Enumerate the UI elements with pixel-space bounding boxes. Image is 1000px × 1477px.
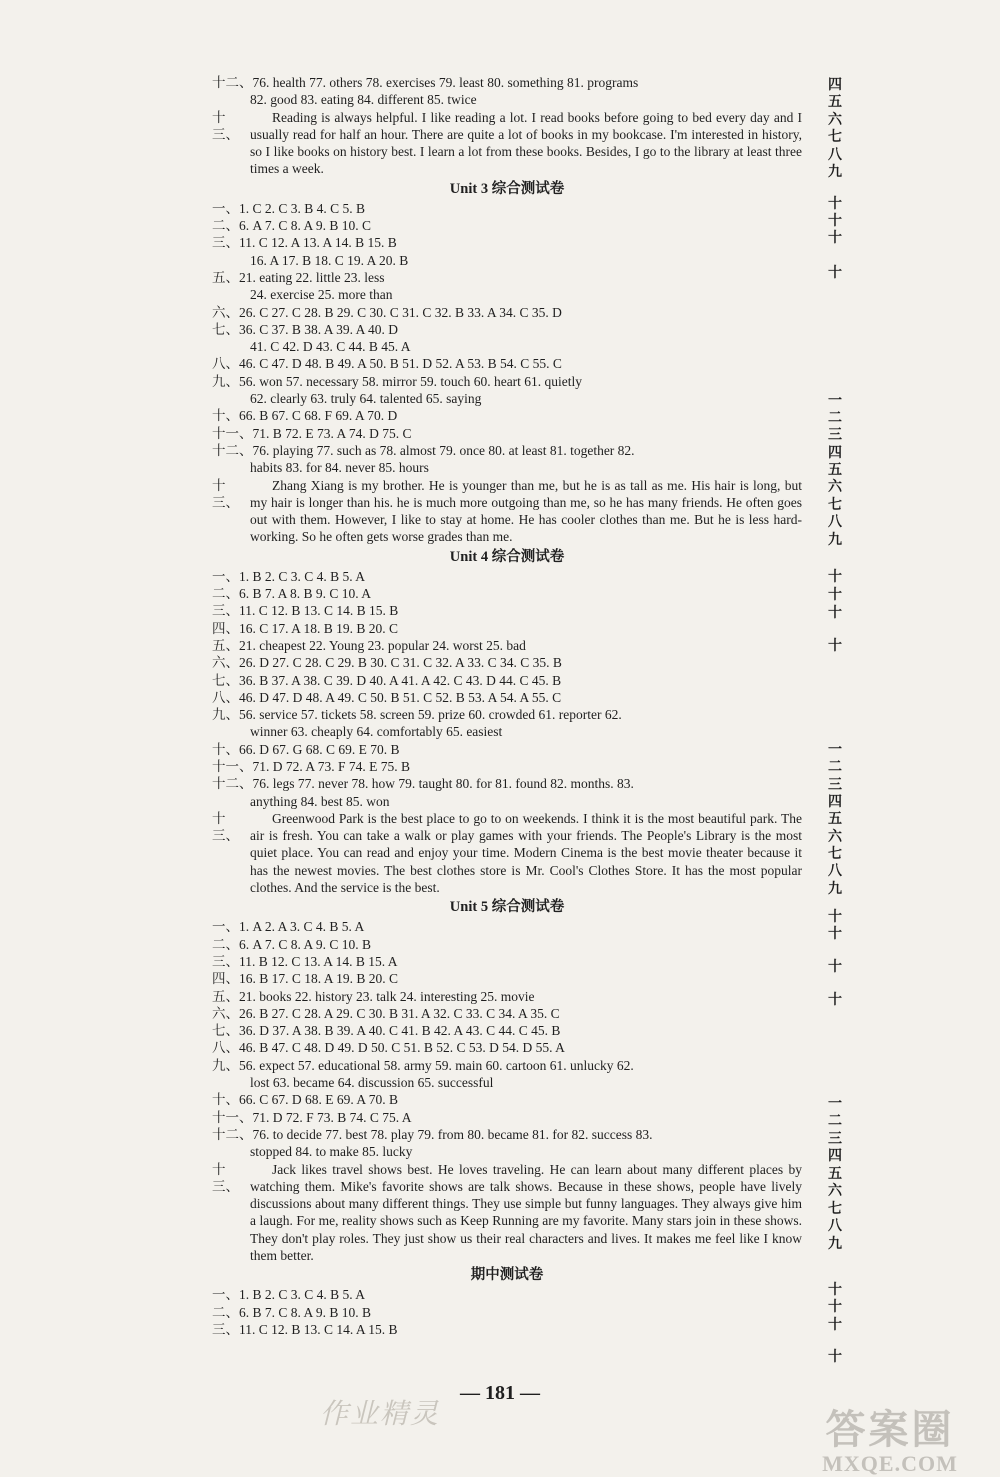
margin-char: 四 bbox=[828, 446, 842, 461]
answer-line: 五、21. books 22. history 23. talk 24. interesting 25. movie bbox=[212, 988, 535, 1004]
margin-char: 九 bbox=[828, 165, 842, 180]
margin-char: 十 bbox=[828, 960, 842, 975]
margin-char: 七 bbox=[828, 847, 842, 862]
margin-char: 十 bbox=[828, 639, 842, 654]
margin-char: 五 bbox=[828, 463, 842, 478]
answer-line: 六、26. C 27. C 28. B 29. C 30. C 31. C 32. B 33. A 34. C 35. D bbox=[212, 304, 562, 320]
answer-line: lost 63. became 64. discussion 65. successful bbox=[250, 1075, 494, 1091]
margin-char: 五 bbox=[828, 812, 842, 827]
margin-char: 二 bbox=[828, 1114, 842, 1129]
answer-line: 七、36. B 37. A 38. C 39. D 40. A 41. A 42. C 43. D 44. C 45. B bbox=[212, 672, 562, 688]
answer-line: 十一、71. B 72. E 73. A 74. D 75. C bbox=[212, 425, 412, 441]
answer-line: 16. A 17. B 18. C 19. A 20. B bbox=[250, 252, 409, 268]
margin-char: 一 bbox=[828, 394, 842, 409]
answer-line: 十、66. B 67. C 68. F 69. A 70. D bbox=[212, 408, 398, 424]
section-number: 十三、 bbox=[212, 1161, 239, 1194]
margin-char: 四 bbox=[828, 78, 842, 93]
answer-line: 五、21. cheapest 22. Young 23. popular 24. worst 25. bad bbox=[212, 637, 526, 653]
answer-line: 六、26. B 27. C 28. A 29. C 30. B 31. A 32. C 33. C 34. A 35. C bbox=[212, 1005, 560, 1021]
answer-line: 十、66. D 67. G 68. C 69. E 70. B bbox=[212, 741, 400, 757]
answer-line: 一、1. B 2. C 3. C 4. B 5. A bbox=[212, 1287, 366, 1303]
margin-char: 十 bbox=[828, 214, 842, 229]
answer-line: 三、11. C 12. B 13. C 14. B 15. B bbox=[212, 603, 399, 619]
margin-char: 七 bbox=[828, 498, 842, 513]
answer-line: 四、16. B 17. C 18. A 19. B 20. C bbox=[212, 971, 399, 987]
margin-char: 五 bbox=[828, 1167, 842, 1182]
margin-char: 九 bbox=[828, 882, 842, 897]
margin-char: 四 bbox=[828, 1149, 842, 1164]
answer-column bbox=[212, 74, 802, 1338]
answer-line: 24. exercise 25. more than bbox=[250, 287, 393, 303]
margin-char: 六 bbox=[828, 1184, 842, 1199]
section-number: 十三、 bbox=[212, 810, 239, 844]
answer-line: 二、6. B 7. C 8. A 9. B 10. B bbox=[212, 1304, 372, 1320]
answer-line: 九、56. service 57. tickets 58. screen 59. prize 60. crowded 61. reporter 62. bbox=[212, 707, 622, 723]
margin-char: 一 bbox=[828, 743, 842, 758]
answer-line: 十二、76. to decide 77. best 78. play 79. from 80. became 81. for 82. success 83. bbox=[212, 1126, 653, 1142]
section-title: Unit 4 综合测试卷 bbox=[449, 548, 565, 565]
answer-line: 二、6. A 7. C 8. A 9. C 10. B bbox=[212, 936, 372, 952]
margin-char: 十 bbox=[828, 1283, 842, 1298]
essay-text: Jack likes travel shows best. He loves traveling. He can learn about many different places by watching them. Mike's favorite shows are talk shows. Because in these shows, people have lively discussions about many different things. They use simple but funny languages. They always give him a laugh. For me, reality shows such as Keep Running are my favorite. Many stars join in these shows. They don't play roles. They just show us their real characters and lives. It makes me feel like I know them better. bbox=[250, 1161, 802, 1263]
essay-text: Greenwood Park is the best place to go to on weekends. I think it is the most beautiful park. The air is fresh. You can take a walk or play games with your friends. The People's Library is the most quiet place. You can read and enjoy your time. Modern Cinema is the best movie theater because it has the newest movies. The best clothes store is Mr. Cool's Clothes Store. It has the most popular clothes. And the service is the best. bbox=[250, 810, 802, 896]
writing-answer bbox=[212, 1161, 802, 1265]
margin-char: 十 bbox=[828, 927, 842, 942]
margin-char: 十 bbox=[828, 231, 842, 246]
answer-line: 十一、71. D 72. F 73. B 74. C 75. A bbox=[212, 1109, 412, 1125]
margin-char: 七 bbox=[828, 1202, 842, 1217]
answer-line: 一、1. B 2. C 3. C 4. B 5. A bbox=[212, 568, 366, 584]
answer-line: 十二、76. playing 77. such as 78. almost 79. once 80. at least 81. together 82. bbox=[212, 442, 635, 458]
answer-line: anything 84. best 85. won bbox=[250, 793, 390, 809]
essay-text: Reading is always helpful. I like reading a lot. I read books before going to bed every day and I usually read for half an hour. There are quite a lot of books in my bookcase. I'm interested in history, so I like books on history best. I learn a lot from these books. Besides, I go to the library at least three times a week. bbox=[250, 109, 802, 177]
answer-line: 八、46. C 47. D 48. B 49. A 50. B 51. D 52. A 53. B 54. C 55. C bbox=[212, 356, 562, 372]
margin-char: 十 bbox=[828, 993, 842, 1008]
answer-line: 五、21. eating 22. little 23. less bbox=[212, 269, 385, 285]
answer-line: 七、36. C 37. B 38. A 39. A 40. D bbox=[212, 321, 399, 337]
watermark-logo: 答案圈 bbox=[825, 1407, 955, 1452]
margin-char: 十 bbox=[828, 197, 842, 212]
answer-line: 82. good 83. eating 84. different 85. twice bbox=[250, 92, 477, 108]
writing-answer bbox=[212, 477, 802, 546]
margin-char: 六 bbox=[828, 480, 842, 495]
answer-line: stopped 84. to make 85. lucky bbox=[250, 1144, 413, 1160]
watermark-url: MXQE.COM bbox=[822, 1451, 958, 1476]
margin-char: 九 bbox=[828, 533, 842, 548]
publisher-logo: 作业精灵 bbox=[320, 1399, 441, 1430]
margin-char: 四 bbox=[828, 795, 842, 810]
margin-char: 十 bbox=[828, 1350, 842, 1365]
section-number: 十三、 bbox=[212, 477, 239, 510]
answer-line: habits 83. for 84. never 85. hours bbox=[250, 460, 429, 476]
margin-char: 二 bbox=[828, 760, 842, 775]
margin-char: 六 bbox=[828, 113, 842, 128]
section-number: 十三、 bbox=[212, 109, 239, 142]
answer-line: 62. clearly 63. truly 64. talented 65. saying bbox=[250, 391, 482, 407]
margin-char: 十 bbox=[828, 1300, 842, 1315]
writing-answer bbox=[212, 109, 802, 178]
answer-line: 41. C 42. D 43. C 44. B 45. A bbox=[250, 339, 411, 355]
answer-line: 一、1. C 2. C 3. B 4. C 5. B bbox=[212, 200, 366, 216]
answer-line: 九、56. won 57. necessary 58. mirror 59. touch 60. heart 61. quietly bbox=[212, 373, 583, 389]
answer-line: 一、1. A 2. A 3. C 4. B 5. A bbox=[212, 919, 365, 935]
margin-char: 一 bbox=[828, 1097, 842, 1112]
answer-line: 十一、71. D 72. A 73. F 74. E 75. B bbox=[212, 758, 411, 774]
site-watermark bbox=[790, 1398, 990, 1477]
answer-line: 九、56. expect 57. educational 58. army 59. main 60. cartoon 61. unlucky 62. bbox=[212, 1057, 634, 1073]
margin-char: 十 bbox=[828, 1318, 842, 1333]
section-title: Unit 3 综合测试卷 bbox=[449, 180, 565, 197]
margin-char: 八 bbox=[828, 864, 842, 879]
answer-line: 二、6. B 7. A 8. B 9. C 10. A bbox=[212, 586, 372, 602]
margin-char: 七 bbox=[828, 130, 842, 145]
margin-char: 三 bbox=[828, 1132, 842, 1147]
writing-answer bbox=[212, 810, 802, 896]
margin-char: 十 bbox=[828, 588, 842, 603]
essay-text: Zhang Xiang is my brother. He is younger than me, but he is as tall as me. His hair is long, but my hair is longer than his. he is much more outgoing than me, so he has many friends. He often goes out with them. However, I like to stay at home. He has cooler clothes than me. But he is less hard-working. So he often gets worse grades than me. bbox=[250, 477, 802, 545]
answer-line: winner 63. cheaply 64. comfortably 65. easiest bbox=[250, 724, 503, 740]
margin-char: 十 bbox=[828, 266, 842, 281]
margin-char: 五 bbox=[828, 95, 842, 110]
section-title: Unit 5 综合测试卷 bbox=[449, 899, 565, 916]
margin-char: 三 bbox=[828, 778, 842, 793]
answer-line: 六、26. D 27. C 28. C 29. B 30. C 31. C 32. A 33. C 34. C 35. B bbox=[212, 655, 562, 671]
margin-char: 十 bbox=[828, 910, 842, 925]
margin-char: 八 bbox=[828, 148, 842, 163]
answer-line: 十二、76. health 77. others 78. exercises 79. least 80. something 81. programs bbox=[212, 75, 639, 90]
page-number: — 181 — bbox=[460, 1382, 540, 1404]
margin-char: 八 bbox=[828, 515, 842, 530]
answer-line: 八、46. D 47. D 48. A 49. C 50. B 51. C 52. B 53. A 54. A 55. C bbox=[212, 689, 562, 705]
answer-line: 十二、76. legs 77. never 78. how 79. taught 80. for 81. found 82. months. 83. bbox=[212, 776, 634, 792]
margin-char: 六 bbox=[828, 830, 842, 845]
margin-char: 二 bbox=[828, 411, 842, 426]
margin-char: 八 bbox=[828, 1219, 842, 1234]
answer-line: 三、11. B 12. C 13. A 14. B 15. A bbox=[212, 953, 398, 969]
answer-line: 七、36. D 37. A 38. B 39. A 40. C 41. B 42. A 43. C 44. C 45. B bbox=[212, 1023, 561, 1039]
margin-char: 十 bbox=[828, 606, 842, 621]
answer-line: 二、6. A 7. C 8. A 9. B 10. C bbox=[212, 218, 372, 234]
margin-char: 十 bbox=[828, 570, 842, 585]
answer-line: 八、46. B 47. C 48. D 49. D 50. C 51. B 52. C 53. D 54. D 55. A bbox=[212, 1040, 565, 1056]
answer-line: 三、11. C 12. A 13. A 14. B 15. B bbox=[212, 235, 397, 251]
margin-char: 九 bbox=[828, 1237, 842, 1252]
section-title: 期中测试卷 bbox=[470, 1267, 544, 1284]
margin-char: 三 bbox=[828, 428, 842, 443]
answer-line: 十、66. C 67. D 68. E 69. A 70. B bbox=[212, 1092, 399, 1108]
answer-line: 四、16. C 17. A 18. B 19. B 20. C bbox=[212, 620, 399, 636]
answer-line: 三、11. C 12. B 13. C 14. A 15. B bbox=[212, 1321, 398, 1337]
